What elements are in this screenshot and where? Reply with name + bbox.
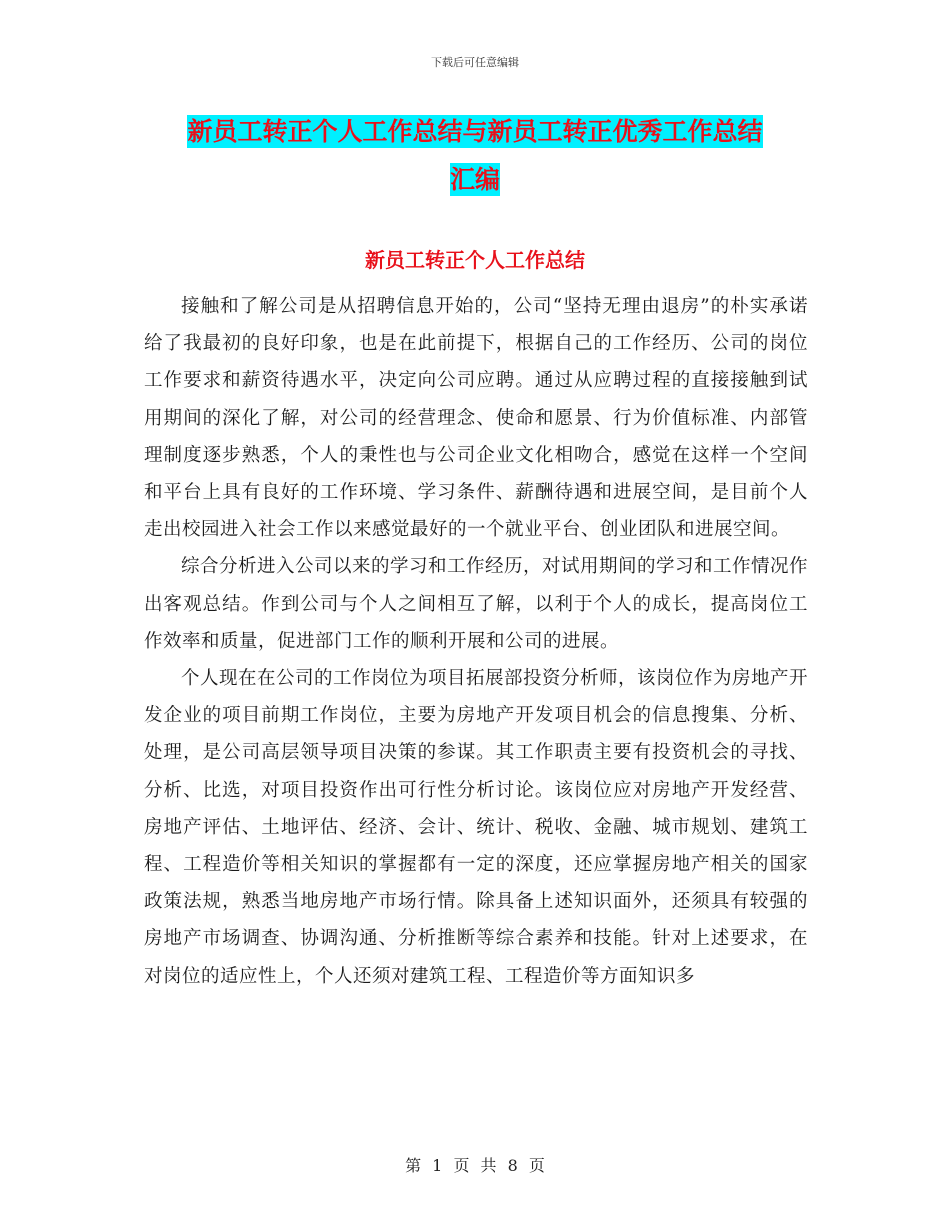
document-title-line1: 新员工转正个人工作总结与新员工转正优秀工作总结 [187, 117, 763, 146]
document-title-line2: 汇编 [449, 165, 500, 194]
paragraph: 综合分析进入公司以来的学习和工作经历，对试用期间的学习和工作情况作出客观总结。作到公司与个人之间相互了解，以利于个人的成长，提高岗位工作效率和质量，促进部门工作的顺利开展和公司的进展。 [144, 556, 809, 652]
document-title [140, 108, 810, 204]
page-number: 第 1 页 共 8 页 [405, 1156, 545, 1175]
document-body [144, 288, 808, 995]
paragraph: 接触和了解公司是从招聘信息开始的，公司“坚持无理由退房”的朴实承诺给了我最初的良好印象，也是在此前提下，根据自己的工作经历、公司的岗位工作要求和薪资待遇水平，决定向公司应聘。通过从应聘过程的直接接触到试用期间的深化了解，对公司的经营理念、使命和愿景、行为价值标准、内部管理制度逐步熟悉，个人的秉性也与公司企业文化相吻合，感觉在这样一个空间和平台上具有良好的工作环境、学习条件、薪酬待遇和进展空间，是目前个人走出校园进入社会工作以来感觉最好的一个就业平台、创业团队和进展空间。 [144, 296, 808, 541]
paragraph: 个人现在在公司的工作岗位为项目拓展部投资分析师，该岗位作为房地产开发企业的项目前期工作岗位，主要为房地产开发项目机会的信息搜集、分析、处理，是公司高层领导项目决策的参谋。其工作职责主要有投资机会的寻找、分析、比选，对项目投资作出可行性分析讨论。该岗位应对房地产开发经营、房地产评估、土地评估、经济、会计、统计、税收、金融、城市规划、建筑工程、工程造价等相关知识的掌握都有一定的深度，还应掌握房地产相关的国家政策法规，熟悉当地房地产市场行情。除具备上述知识面外，还须具有较强的房地产市场调查、协调沟通、分析推断等综合素养和技能。针对上述要求，在对岗位的适应性上，个人还须对建筑工程、工程造价等方面知识多 [144, 668, 809, 987]
header-note: 下载后可任意编辑 [431, 56, 519, 69]
section-title: 新员工转正个人工作总结 [365, 248, 585, 272]
